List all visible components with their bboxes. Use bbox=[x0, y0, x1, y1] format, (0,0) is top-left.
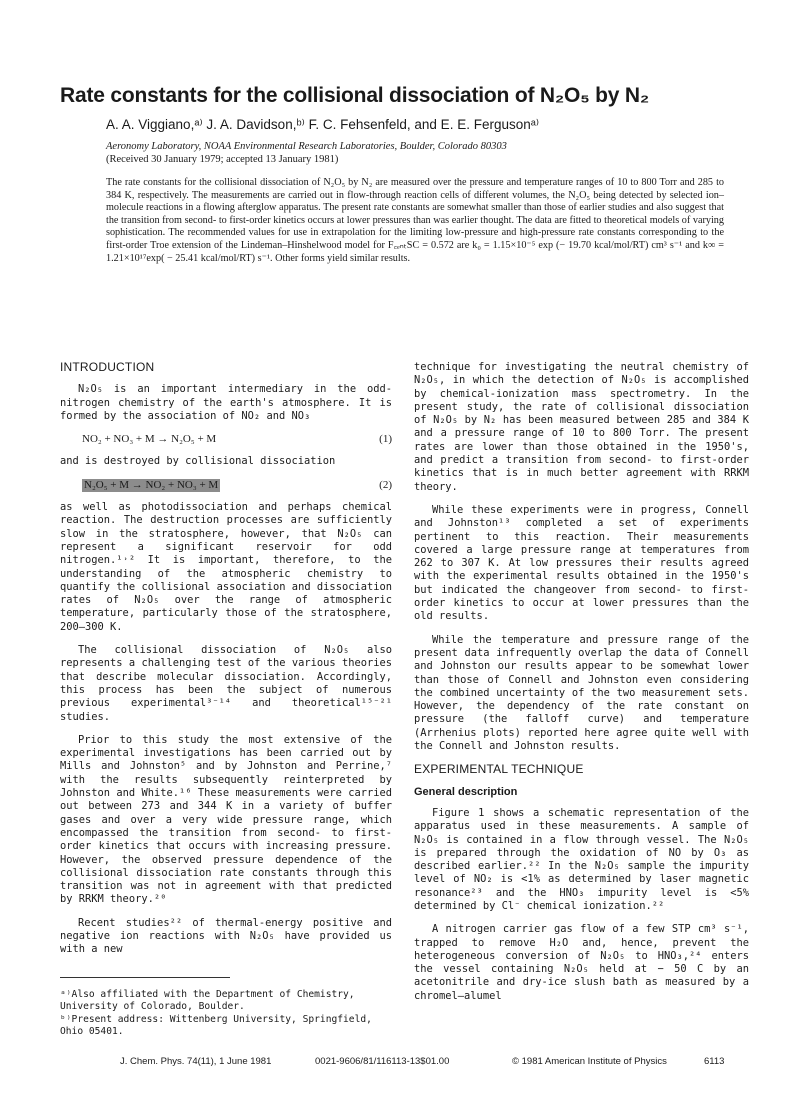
equation-number: (2) bbox=[379, 478, 392, 491]
equation-number: (1) bbox=[379, 433, 392, 446]
footnote-b: ᵇ⁾Present address: Wittenberg University, Springfield, Ohio 05401. bbox=[60, 1014, 372, 1037]
paragraph: While these experiments were in progress, Connell and Johnston¹³ completed a set of experiments pertinent to this reaction. Their measurements covered a large pressure range at temperatures from 262 to 307 K. At low pressures their results agreed with the experimental results obtained in the 1950's but indicated the changeover from second- to first-order kinetics to occur at lower pressures than the old results. bbox=[414, 503, 749, 623]
page-number: 6113 bbox=[704, 1056, 725, 1067]
subsection-heading: General description bbox=[414, 785, 518, 798]
footer-code: 0021-9606/81/116113-13$01.00 bbox=[315, 1056, 450, 1067]
page-footer bbox=[60, 1056, 755, 1070]
paragraph: While the temperature and pressure range of the present data infrequently overlap the data of Connell and Johnston our results appear to be somewhat lower than those of Connell and Johnston even considering the combined uncertainty of the two measurement sets. However, the dependency of the rate constant on pressure (the falloff curve) and temperature (Arrhenius plots) reported here agree quite well with the Connell and Johnston results. bbox=[414, 633, 749, 753]
received-date: (Received 30 January 1979; accepted 13 January 1981) bbox=[106, 154, 339, 165]
abstract: The rate constants for the collisional dissociation of N₂O₅ by N₂ are measured over the pressure and temperature ranges of 10 to 800 Torr and 285 to 384 K, respectively. The measurements are carried out in flow-through reaction cells of different volumes, the N₂O₅ being detected by selected ion–molecule reactions in a flowing afterglow apparatus. The present rate constants are somewhat smaller than those of earlier studies and also suggest that the transition from second- to first-order kinetics occurs at lower pressures than was earlier thought. The data are fitted to theoretical models of varying sophistication. The recommended values for use in extrapolation for the limiting low-pressure and high-pressure rate constants corresponding to the first-order Troe extension of the Lindeman–Hinshelwood model for F꜀ₑₙₜSC = 0.572 are k₀ = 1.15×10⁻⁵ exp (− 19.70 kcal/mol/RT) cm³ s⁻¹ and k∞ = 1.21×10¹⁷exp( − 25.41 kcal/mol/RT) s⁻¹. Other forms yield similar results. bbox=[106, 177, 724, 264]
paragraph: Figure 1 shows a schematic representation of the apparatus used in these measurements. A sample of N₂O₅ is contained in a flow through vessel. The N₂O₅ is prepared through the oxidation of NO by O₃ as described earlier.²² In the N₂O₅ sample the impurity level of NO₂ is <1% as determined by laser magnetic resonance²³ and the HNO₃ impurity level is <5% determined by Cl⁻ chemical ionization.²² bbox=[414, 806, 749, 912]
paragraph: Recent studies²² of thermal-energy positive and negative ion reactions with N₂O₅ have provided us with a new bbox=[60, 916, 392, 956]
equation-text: N₂O₅ + M → NO₂ + NO₃ + M bbox=[84, 478, 219, 491]
paragraph: A nitrogen carrier gas flow of a few STP cm³ s⁻¹, trapped to remove H₂O and, hence, prevent the heterogeneous conversion of N₂O₅ to HNO₃,²⁴ enters the vessel containing N₂O₅ held at − 50 C by an acetonitrile and dry-ice slush bath as measured by a chromel–alumel bbox=[414, 923, 749, 1002]
left-column bbox=[60, 361, 392, 967]
paragraph: N₂O₅ is an important intermediary in the odd-nitrogen chemistry of the earth's atmosphere. It is formed by the association of NO₂ and NO₃ bbox=[60, 383, 392, 422]
section-heading-introduction: INTRODUCTION bbox=[60, 360, 155, 374]
footnote-divider bbox=[60, 977, 230, 978]
footnote-a: ᵃ⁾Also affiliated with the Department of Chemistry, University of Colorado, Boulder. bbox=[60, 989, 355, 1012]
footer-copyright: © 1981 American Institute of Physics bbox=[512, 1056, 667, 1067]
paragraph: as well as photodissociation and perhaps chemical reaction. The destruction processes are sufficiently slow in the stratosphere, however, that N₂O₅ can represent a significant reservoir for odd nitrogen.¹˒² It is important, therefore, to the understanding of the atmospheric chemistry to quantify the collisional association and dissociation rates of N₂O₅ over the range of atmospheric temperature, particularly those of the stratosphere, 200–300 K. bbox=[60, 501, 392, 633]
affiliation: Aeronomy Laboratory, NOAA Environmental Research Laboratories, Boulder, Colorado 80303 bbox=[106, 141, 507, 152]
equation-text: NO₂ + NO₃ + M → N₂O₅ + M bbox=[82, 433, 217, 446]
equation-2 bbox=[60, 479, 392, 492]
section-heading-experimental: EXPERIMENTAL TECHNIQUE bbox=[414, 762, 584, 777]
right-column bbox=[414, 361, 749, 1013]
paragraph: technique for investigating the neutral chemistry of N₂O₅, in which the detection of N₂O₅ is accomplished by chemical-ionization mass spectrometry. In the present study, the rate of collisional dissociation of N₂O₅ by N₂ has been measured between 285 and 384 K and a pressure range of 10 to 800 Torr. The present rates are lower than those obtained in the 1950's, and predict a transition from second- to first-order kinetics that is in much better agreement with RRKM theory. bbox=[414, 361, 749, 493]
article-title: Rate constants for the collisional dissociation of N₂O₅ by N₂ bbox=[60, 84, 650, 107]
paragraph: Prior to this study the most extensive of the experimental investigations has been carried out by Mills and Johnston⁵ and by Johnston and Perrine,⁷ with the results subsequently reinterpreted by Johnston and White.¹⁶ These measurements were carried out between 273 and 344 K in a variety of buffer gases and over a very wide pressure range, which encompassed the transition from second- to first-order kinetics that occurs with increasing pressure. However, the observed pressure dependence of the collisional dissociation rate constants through this transition was not in agreement with that predicted by RRKM theory.²⁰ bbox=[60, 733, 392, 906]
equation-1 bbox=[60, 433, 392, 446]
footnotes bbox=[60, 989, 392, 1039]
paragraph: The collisional dissociation of N₂O₅ also represents a challenging test of the various theories that describe molecular dissociation. Accordingly, this process has been the subject of numerous previous experimental³⁻¹⁴ and theoretical¹⁵⁻²¹ studies. bbox=[60, 644, 392, 723]
footer-journal: J. Chem. Phys. 74(11), 1 June 1981 bbox=[120, 1056, 272, 1067]
author-list: A. A. Viggiano,ᵃ⁾ J. A. Davidson,ᵇ⁾ F. C. Fehsenfeld, and E. E. Fergusonᵃ⁾ bbox=[106, 117, 540, 132]
paragraph: and is destroyed by collisional dissociation bbox=[60, 455, 336, 468]
